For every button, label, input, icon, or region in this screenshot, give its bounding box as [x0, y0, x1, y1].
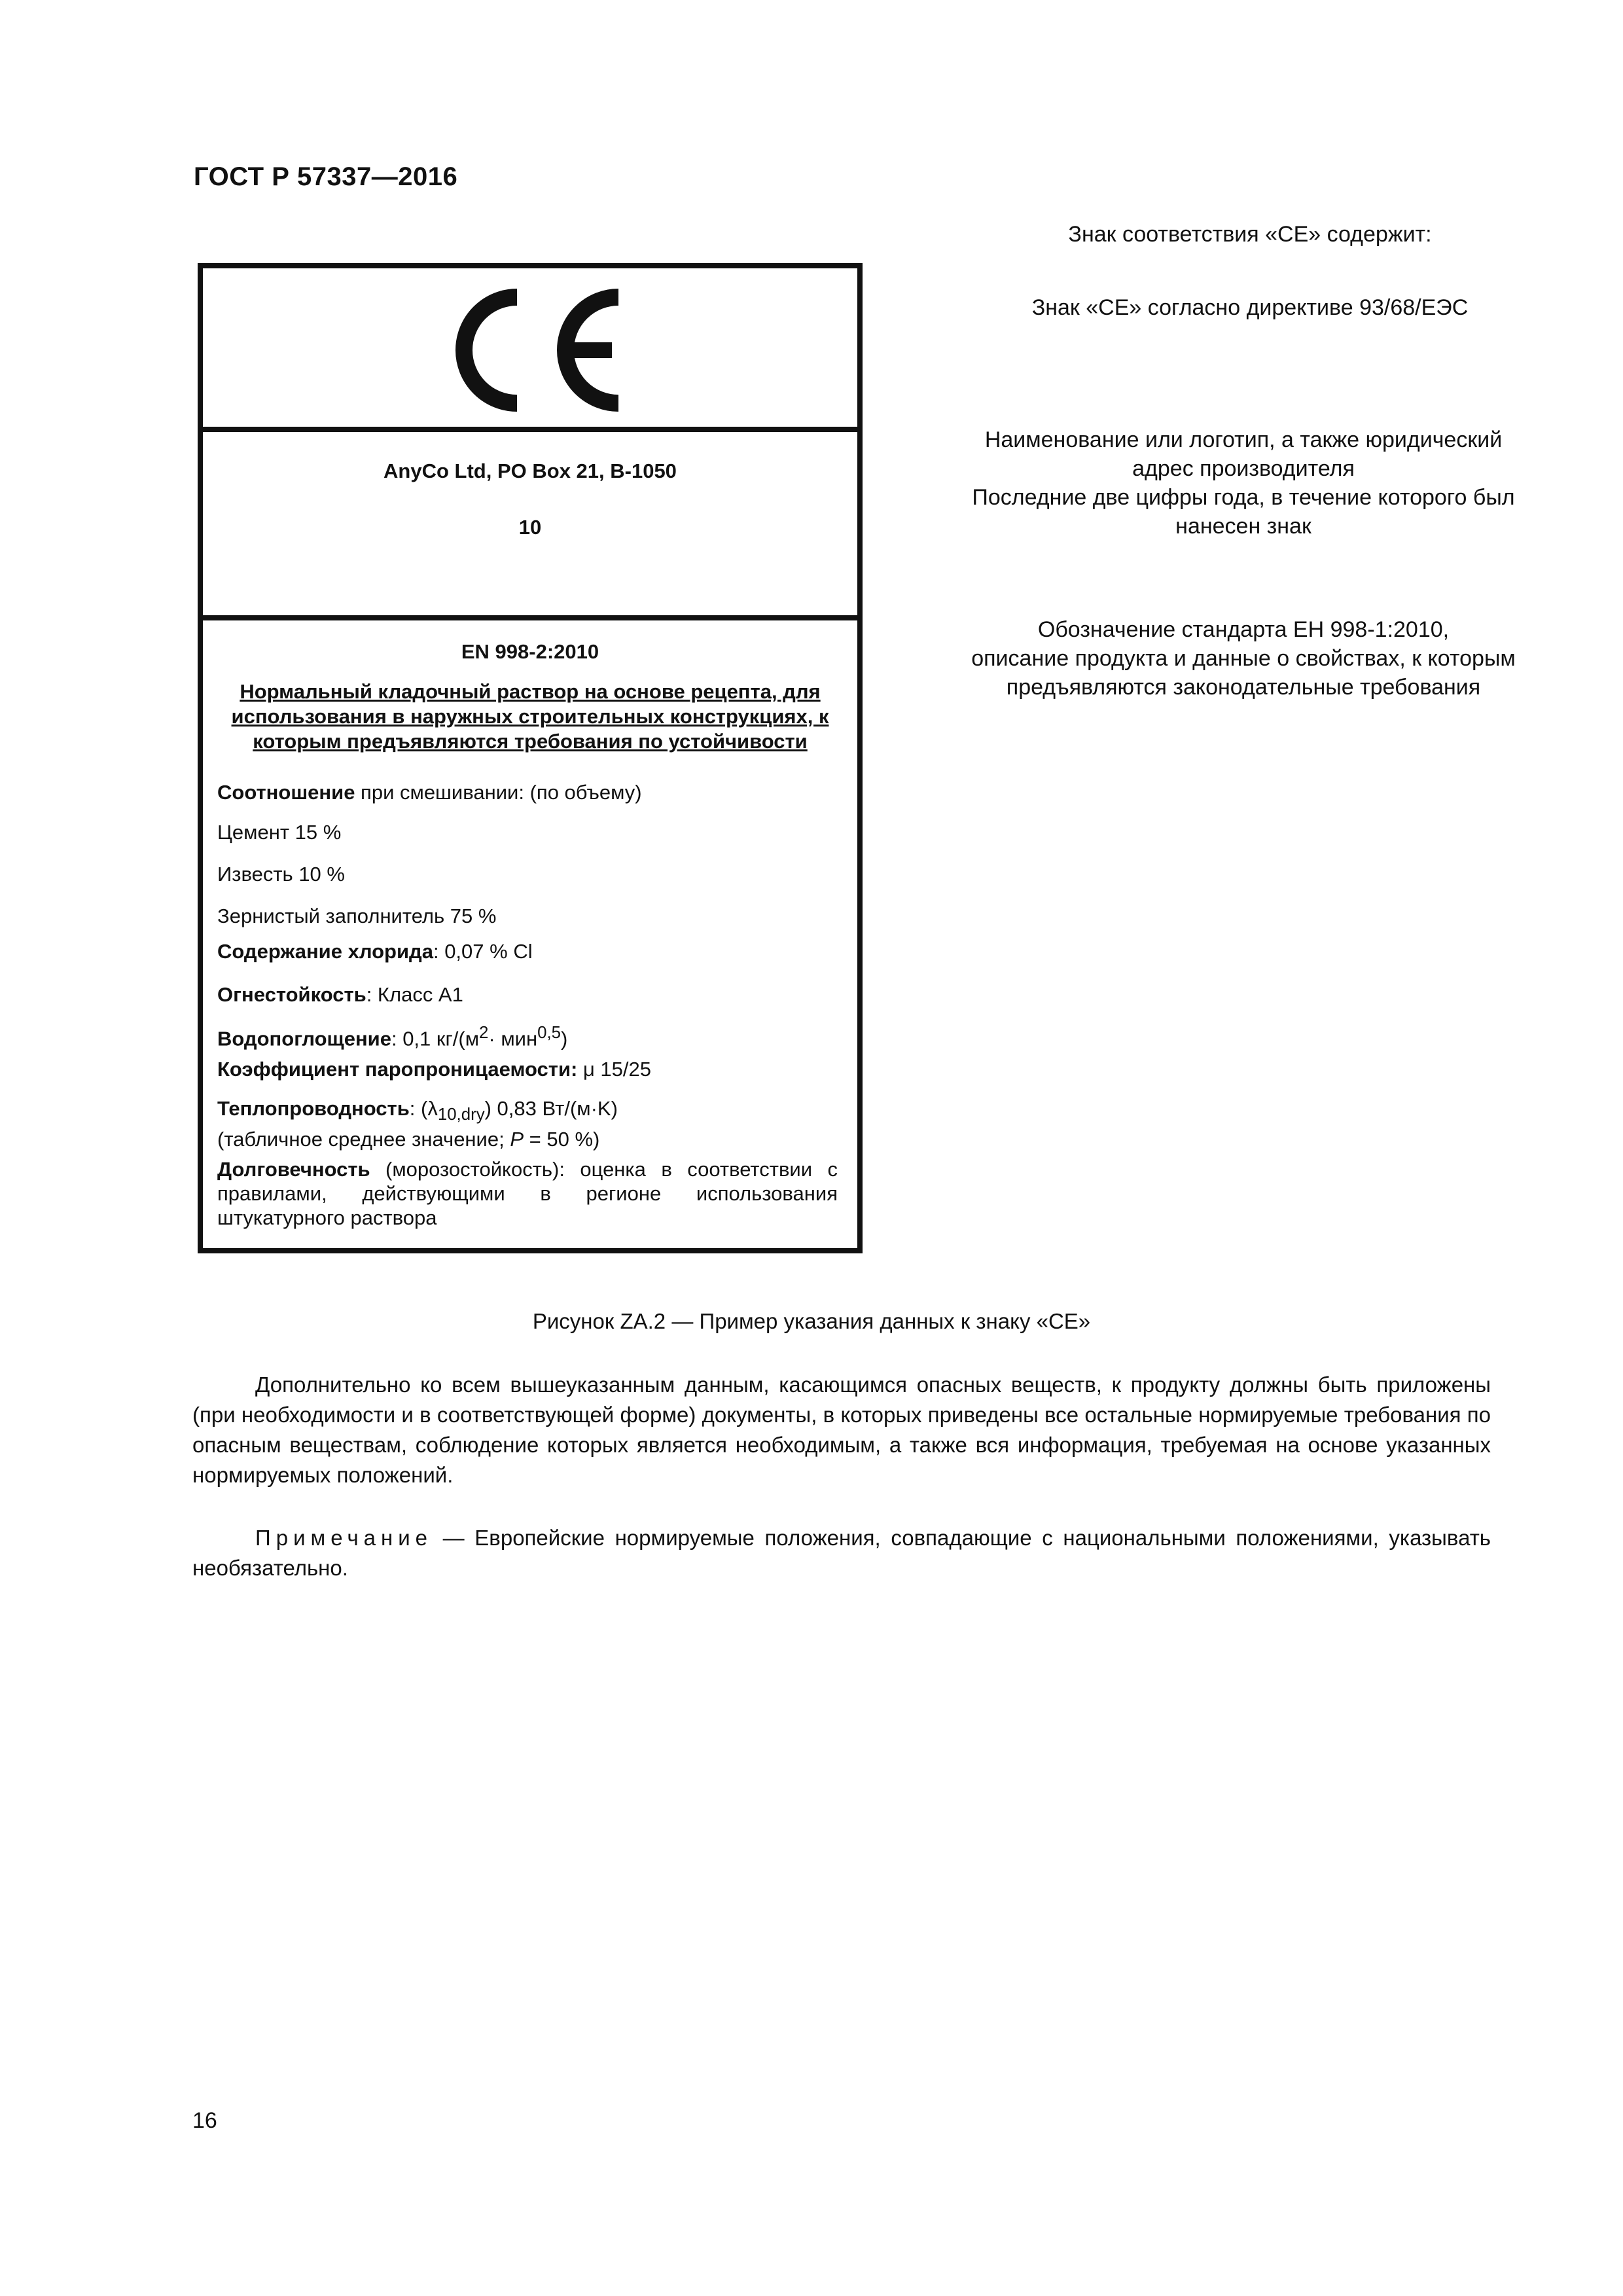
product-section	[203, 620, 857, 1248]
ce-mark-icon	[432, 288, 628, 412]
durability-line: Долговечность (морозостойкость): оценка в соответствии с правилами, действующими в регионе использования штукатурного раствора	[217, 1158, 838, 1229]
aggregate-line: Зернистый заполнитель 75 %	[217, 905, 497, 927]
vapour-line: Коэффициент паропроницаемости: μ 15/25	[217, 1058, 651, 1081]
year-digits: 10	[518, 516, 542, 539]
lime-line: Известь 10 %	[217, 863, 345, 886]
manufacturer-section	[203, 432, 857, 620]
chloride-line: Содержание хлорида: 0,07 % Cl	[217, 940, 533, 963]
note-paragraph: Примечание — Европейские нормируемые положения, совпадающие с национальными положениями, указывать необязательно.	[192, 1526, 1491, 1580]
annotation-manufacturer: Наименование или логотип, а также юридический адрес производителя Последние две цифры года, в течение которого был нанесен знак	[972, 427, 1515, 539]
ce-label-box	[198, 263, 863, 1253]
page-number: 16	[192, 2108, 217, 2133]
thermal-line: Теплопроводность: $(\lambda_{10,dry})$ 0,83 Вт/(м·K) (табличное среднее значение; P = 50 %)	[217, 1097, 618, 1151]
annotation-ce-contains: Знак соответствия «CE» содержит:	[1068, 222, 1432, 247]
body-paragraph: Дополнительно ко всем вышеуказанным данным, касающимся опасных веществ, к продукту должны быть приложены (при необходимости и в соответствующей форме) документы, в которых приведены все остальные нормируемые требования по опасным веществам, соблюдение которых является необходимым, а также вся информация, требуемая на основе указанных нормируемых положений.	[192, 1372, 1491, 1487]
standard-designation: EN 998-2:2010	[461, 640, 599, 663]
cement-line: Цемент 15 %	[217, 821, 342, 844]
manufacturer-address: AnyCo Ltd, PO Box 21, B-1050	[383, 459, 677, 482]
annotation-ce-directive: Знак «CE» согласно директиве 93/68/ЕЭС	[1031, 295, 1469, 320]
annotation-standard: Обозначение стандарта ЕН 998-1:2010, описание продукта и данные о свойствах, к которым предъявляются законодательные требования	[971, 617, 1516, 700]
product-title: Нормальный кладочный раствор на основе рецепта, для использования в наружных строительных конструкциях, к которым предъявляются требования по устойчивости	[231, 680, 829, 753]
document-number: ГОСТ Р 57337—2016	[194, 162, 458, 191]
fire-line: Огнестойкость: Класс A1	[217, 983, 463, 1006]
figure-caption: Рисунок ZA.2 — Пример указания данных к знаку «CE»	[532, 1309, 1091, 1333]
ce-mark-logo	[203, 288, 857, 416]
water-absorption-line: Водопоглощение: 0,1 $кг/(м^2\cdot мин^{0,5})$	[217, 1024, 568, 1050]
ratio-line: Соотношение при смешивании: (по объему)	[217, 781, 642, 804]
ce-mark-section	[203, 268, 857, 432]
